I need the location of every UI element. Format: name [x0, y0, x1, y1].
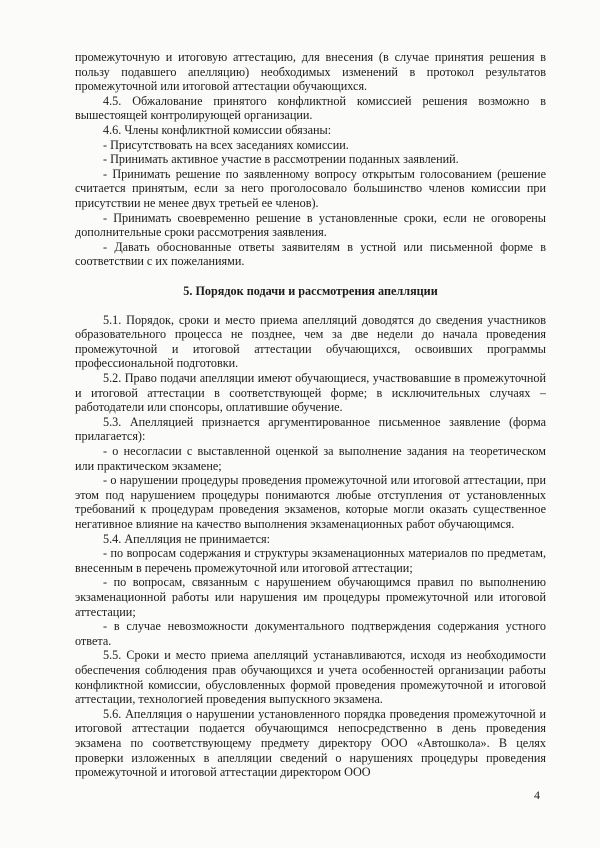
paragraph: 5.5. Сроки и место приема апелляций устанавливаются, исходя из необходимости обеспечения соблюдения прав обучающихся и учета особенностей организации работы конфликтной комиссии, обусловленных формой проведения промежуточной и итоговой аттестации, технологией проведения выпускного экзамена.	[75, 648, 546, 707]
list-item: - по вопросам, связанным с нарушением обучающимся правил по выполнению экзаменационной работы или нарушения им процедуры промежуточной или итоговой аттестации;	[75, 575, 546, 619]
list-item: - по вопросам содержания и структуры экзаменационных материалов по предметам, внесенным в перечень промежуточной или итоговой аттестации;	[75, 546, 546, 575]
paragraph: 5.6. Апелляция о нарушении установленного порядка проведения промежуточной и итоговой аттестации подается обучающимся непосредственно в день проведения экзамена по соответствующему предмету директору ООО «Автошкола». В целях проверки изложенных в апелляции сведений о нарушениях процедуры проведения промежуточной и итоговой аттестации директором ООО	[75, 706, 546, 780]
paragraph: 5.2. Право подачи апелляции имеют обучающиеся, участвовавшие в промежуточной и итоговой аттестации в соответствующей форме; в исключительных случаях – работодатели или спонсоры, оплатившие обучение.	[75, 371, 546, 415]
list-item: - Присутствовать на всех заседаниях комиссии.	[103, 137, 349, 152]
list-item: - Принимать активное участие в рассмотрении поданных заявлений.	[103, 152, 459, 167]
paragraph: 5.4. Апелляция не принимается:	[103, 531, 271, 546]
list-item: - о нарушении процедуры проведения промежуточной или итоговой аттестации, при этом под нарушением процедуры понимаются любые отступления от установленных требований к процедурам проведения экзаменов, которые могли оказать существенное негативное влияние на качество выполнения экзаменационных работ обучающимся.	[75, 473, 546, 531]
list-item: - Принимать решение по заявленному вопросу открытым голосованием (решение считается принятым, если за него проголосовало большинство членов комиссии при присутствии не менее двух третьей ее членов).	[75, 166, 546, 210]
paragraph: 5.1. Порядок, сроки и место приема апелляций доводятся до сведения участников образовательного процесса не позднее, чем за две недели до начала проведения промежуточной и итоговой аттестации обучающихся, освоивших программы профессиональной подготовки.	[75, 312, 546, 371]
section-heading: 5. Порядок подачи и рассмотрения апелляции	[183, 283, 438, 298]
body-text	[75, 50, 546, 780]
list-item: - Принимать своевременно решение в установленные сроки, если не оговорены дополнительные сроки рассмотрения заявления.	[75, 210, 546, 240]
list-item: - Давать обоснованные ответы заявителям в устной или письменной форме в соответствии с их пожеланиями.	[75, 239, 546, 269]
paragraph: 4.6. Члены конфликтной комиссии обязаны:	[103, 122, 332, 137]
paragraph: 4.5. Обжалование принятого конфликтной комиссией решения возможно в вышестоящей контролирующей организации.	[75, 93, 546, 123]
paragraph: промежуточную и итоговую аттестацию, для внесения (в случае принятия решения в пользу подавшего апелляцию) необходимых изменений в протокол результатов промежуточной или итоговой аттестации обучающихся.	[75, 50, 546, 94]
list-item: - о несогласии с выставленной оценкой за выполнение задания на теоретическом или практическом экзамене;	[75, 444, 546, 473]
page-number: 4	[534, 788, 540, 802]
paragraph: 5.3. Апелляцией признается аргументированное письменное заявление (форма прилагается):	[75, 414, 546, 444]
list-item: - в случае невозможности документального подтверждения содержания устного ответа.	[75, 619, 546, 648]
